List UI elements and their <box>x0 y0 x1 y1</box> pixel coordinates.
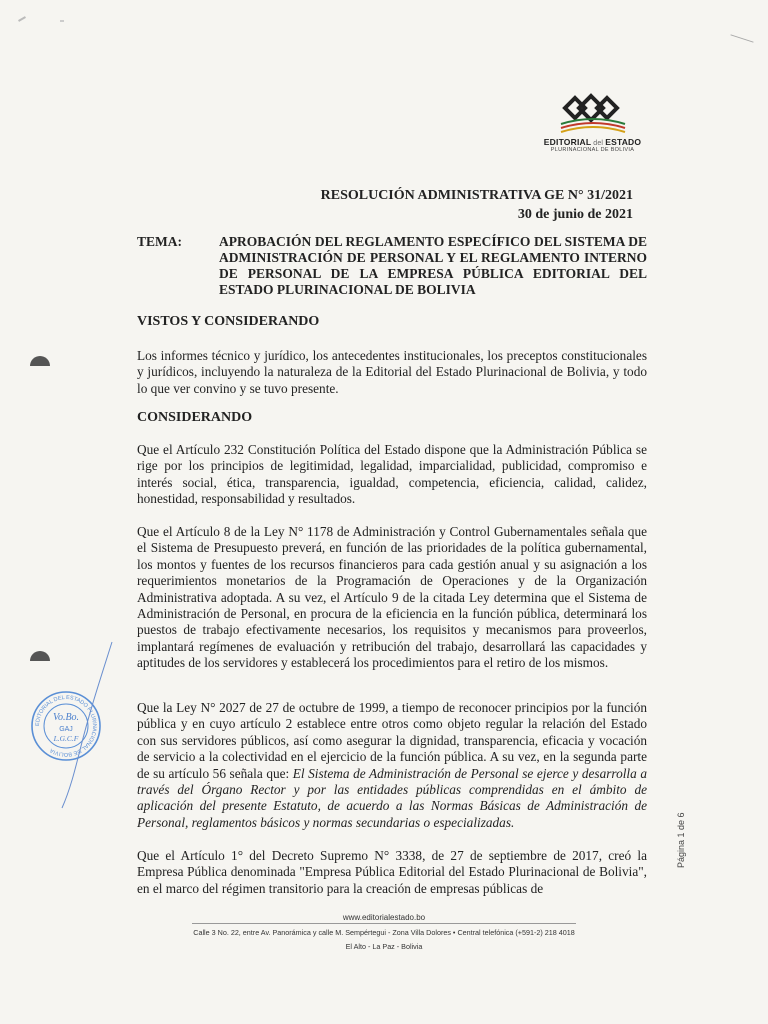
considerando-paragraph-2: Que el Artículo 8 de la Ley N° 1178 de Administración y Control Gubernamentales señala que el Sistema de Presupuesto preverá, en función de las prioridades de la política gubernamental, los montos y fuentes de los recursos financieros para cada gestión anual y su asignación a los requerimientos monetarios de la Programación de Operaciones y de la Organización Administrativa adoptada. A su vez, el Artículo 9 de la citada Ley determina que el Sistema de Administración de Personal, en procura de la eficiencia en la función pública, determinará los puestos de trabajo efectivamente necesarios, los requisitos y mecanismos para proveerlos, implantará regímenes de evaluación y retribución del trabajo, desarrollará las capacidades y aptitudes de los servidores y establecerá los procedimientos para el retiro de los mismos. <box>137 524 647 671</box>
considerando-heading: CONSIDERANDO <box>137 410 253 425</box>
stamp-ring-text: EDITORIAL DEL ESTADO PLURINACIONAL DE BOLIVIA <box>34 694 98 758</box>
footer-address: Calle 3 No. 22, entre Av. Panorámica y calle M. Sempértegui - Zona Villa Dolores • Central telefónica (+591-2) 218 4018 <box>193 928 575 937</box>
vistos-heading: VISTOS Y CONSIDERANDO <box>137 314 320 329</box>
scan-mark <box>730 34 753 42</box>
punch-hole <box>30 651 50 661</box>
page-number: Página 1 de 6 <box>676 812 686 868</box>
stamp-initials: L.G.C.F <box>53 734 79 743</box>
stamp-vobo: Vo.Bo. <box>52 712 80 723</box>
logo-name: EDITORIAL del ESTADO <box>543 137 642 147</box>
scan-mark <box>18 16 26 22</box>
punch-hole <box>30 356 50 366</box>
footer-city: El Alto - La Paz - Bolivia <box>345 942 423 951</box>
footer-divider <box>192 923 576 924</box>
considerando-paragraph-1: Que el Artículo 232 Constitución Política del Estado dispone que la Administración Pública se rige por los principios de legitimidad, legalidad, imparcialidad, publicidad, compromiso e interés social, ética, transparencia, igualdad, competencia, eficiencia, calidad, calidez, honestidad, responsabilidad y resultados. <box>137 442 647 507</box>
editorial-logo <box>540 92 645 153</box>
resolution-number: RESOLUCIÓN ADMINISTRATIVA GE N° 31/2021 <box>320 188 633 203</box>
tema-label: TEMA: <box>137 234 182 249</box>
vistos-paragraph: Los informes técnico y jurídico, los antecedentes institucionales, los preceptos constitucionales y jurídicos, incluyendo la naturaleza de la Editorial del Estado Plurinacional de Bolivia, y todo lo que ver convino y se tuvo presente. <box>137 348 647 396</box>
logo-subtitle: PLURINACIONAL DE BOLIVIA <box>550 147 635 153</box>
scan-mark <box>60 20 64 22</box>
considerando-paragraph-3: Que la Ley N° 2027 de 27 de octubre de 1999, a tiempo de reconocer principios por la función pública y en cuyo artículo 2 establece entre otros como objeto regular la relación del Estado con sus servidores públicos, así como asegurar la dignidad, transparencia, eficacia y vocación de servicio a la colectividad en el ejercicio de la función pública. A su vez, en la segunda parte de su artículo 56 señala que: El Sistema de Administración de Personal se ejerce y desarrolla a través del Órgano Rector y por las entidades públicas comprendidas en el ámbito de aplicación del presente Estatuto, de acuerdo a las Normas Básicas de Administración de Personal, reglamentos básicos y normas secundarias o especializadas. <box>137 700 647 830</box>
quoted-article: El Sistema de Administración de Personal se ejerce y desarrolla a través del Órgano Rector y por las entidades públicas comprendidas en el ámbito de aplicación del presente Estatuto, de acuerdo a las Normas Básicas de Administración de Personal, reglamentos básicos y normas secundarias o especializadas. <box>137 765 647 830</box>
logo-mark-icon <box>553 92 633 136</box>
tema-text: APROBACIÓN DEL REGLAMENTO ESPECÍFICO DEL SISTEMA DE ADMINISTRACIÓN DE PERSONAL Y EL REGLAMENTO INTERNO DE PERSONAL DE LA EMPRESA PÚBLICA EDITORIAL DEL ESTADO PLURINACIONAL DE BOLIVIA <box>219 234 647 297</box>
stamp-office: GAJ <box>59 726 73 733</box>
footer-url[interactable]: www.editorialestado.bo <box>342 913 426 922</box>
considerando-paragraph-4: Que el Artículo 1° del Decreto Supremo N° 3338, de 27 de septiembre de 2017, creó la Empresa Pública denominada "Empresa Pública Editorial del Estado Plurinacional de Bolivia", en el marco del régimen transitorio para la creación de empresas públicas de <box>137 848 647 896</box>
resolution-date: 30 de junio de 2021 <box>517 207 633 222</box>
resolution-header <box>321 186 633 224</box>
signature-stroke <box>50 640 120 810</box>
